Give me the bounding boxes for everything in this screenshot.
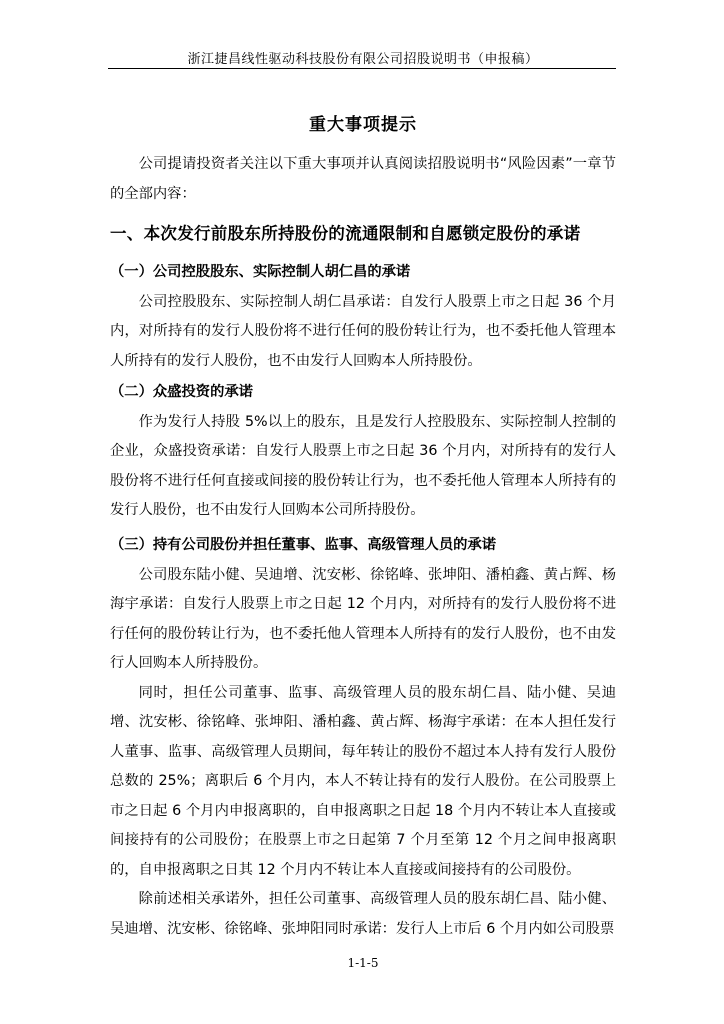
page-header: 浙江捷昌线性驱动科技股份有限公司招股说明书（申报稿） bbox=[187, 52, 539, 67]
subsection-2-heading: （二）众盛投资的承诺 bbox=[110, 384, 253, 400]
intro-block bbox=[110, 150, 616, 209]
subsection-1-heading: （一）公司控股股东、实际控制人胡仁昌的承诺 bbox=[110, 264, 411, 280]
subsection-3-paragraph-2: 同时，担任公司董事、监事、高级管理人员的股东胡仁昌、陆小健、吴迪增、沈安彬、徐铭峰、张坤阳、潘柏鑫、黄占辉、杨海宇承诺：在本人担任发行人董事、监事、高级管理人员期间，每年转让的股份不超过本人持有发行人股份总数的 25%；离职后 6 个月内，本人不转让持有的发行人股份。在公司股票上市之日起 6 个月内申报离职的，自申报离职之日起 18 个月内不转让本人直接或间接持有的公司股份；在股票上市之日起第 7 个月至第 12 个月之间申报离职的，自申报离职之日其 12 个月内不转让本人直接或间接持有的公司股份。 bbox=[110, 684, 616, 878]
intro-paragraph: 公司提请投资者关注以下重大事项并认真阅读招股说明书“风险因素”一章节的全部内容： bbox=[110, 156, 616, 202]
header-rule bbox=[108, 68, 616, 69]
page-title: 重大事项提示 bbox=[309, 115, 417, 135]
subsection-3 bbox=[110, 531, 616, 944]
subsection-1 bbox=[110, 258, 616, 376]
section-heading: 一、本次发行前股东所持股份的流通限制和自愿锁定股份的承诺 bbox=[110, 224, 581, 243]
subsection-3-paragraph-1: 公司股东陆小健、吴迪增、沈安彬、徐铭峰、张坤阳、潘柏鑫、黄占辉、杨海宇承诺：自发行人股票上市之日起 12 个月内，对所持有的发行人股份将不进行任何的股份转让行为，也不委托他人管理本人所持有的发行人股份，也不由发行人回购本人所持股份。 bbox=[110, 566, 616, 671]
subsection-1-paragraph: 公司控股股东、实际控制人胡仁昌承诺：自发行人股票上市之日起 36 个月内，对所持有的发行人股份将不进行任何的股份转让行为，也不委托他人管理本人所持有的发行人股份，也不由发行人回购本人所持股份。 bbox=[110, 293, 616, 369]
subsection-3-heading: （三）持有公司股份并担任董事、监事、高级管理人员的承诺 bbox=[110, 537, 497, 553]
subsection-3-paragraph-3: 除前述相关承诺外，担任公司董事、高级管理人员的股东胡仁昌、陆小健、吴迪增、沈安彬、徐铭峰、张坤阳同时承诺：发行人上市后 6 个月内如公司股票 bbox=[110, 891, 616, 937]
subsection-2-paragraph: 作为发行人持股 5%以上的股东，且是发行人控股股东、实际控制人控制的企业，众盛投资承诺：自发行人股票上市之日起 36 个月内，对所持有的发行人股份将不进行任何直接或间接的股份转让行为，也不委托他人管理本人所持有的发行人股份，也不由发行人回购本公司所持股份。 bbox=[110, 413, 616, 518]
subsection-2 bbox=[110, 378, 616, 526]
page-number: 1-1-5 bbox=[347, 956, 379, 970]
